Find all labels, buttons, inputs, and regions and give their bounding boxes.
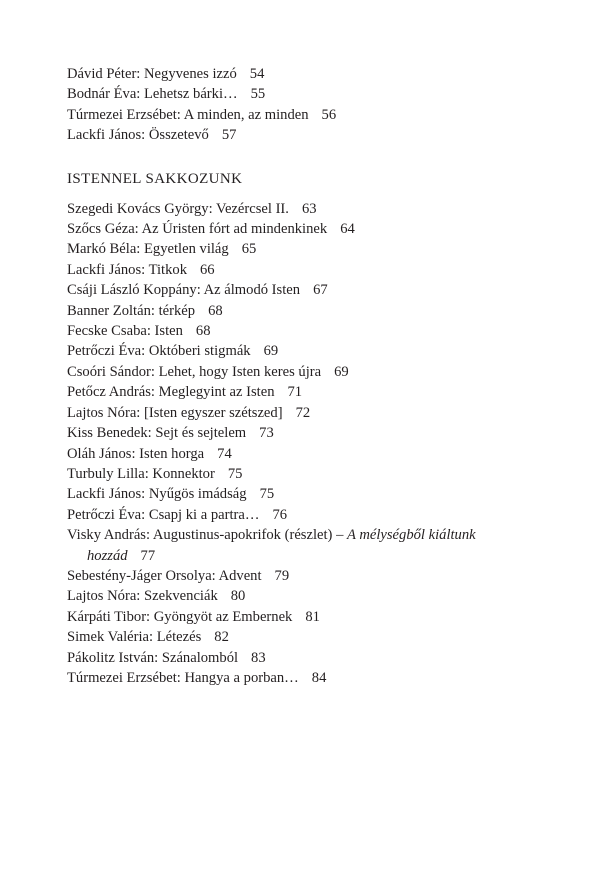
toc-page-number: 82 [214, 629, 229, 646]
toc-entry-title: Lackfi János: Nyűgös imádság [67, 486, 247, 503]
toc-entry [67, 84, 567, 104]
toc-entry-title: Kiss Benedek: Sejt és sejtelem [67, 425, 247, 442]
toc-page-number: 77 [140, 547, 156, 564]
toc-entry-title: Túrmezei Erzsébet: A minden, az minden [67, 106, 309, 123]
toc-entry-title: Petrőczi Éva: Csapj ki a partra… [67, 506, 260, 523]
toc-entry [67, 260, 567, 280]
toc-page-number: 80 [230, 588, 246, 605]
toc-page-number: 84 [311, 669, 327, 686]
toc-entry [67, 219, 567, 239]
toc-entry-title: Simek Valéria: Létezés [67, 629, 202, 646]
toc-page-number: 74 [217, 445, 232, 462]
toc-entry-title: Kárpáti Tibor: Gyöngyöt az Embernek [67, 608, 293, 625]
toc-entry-title: Petrőczi Éva: Októberi stigmák [67, 343, 251, 360]
toc-page-number: 54 [249, 66, 265, 82]
toc-entry-title: Lackfi János: Titkok [67, 261, 187, 278]
toc-entry [67, 239, 567, 259]
toc-group-1 [67, 64, 567, 146]
toc-entry [67, 403, 567, 423]
toc-entry-title: Oláh János: Isten horga [67, 445, 205, 462]
toc-entry [67, 505, 567, 525]
toc-entry [67, 199, 567, 219]
table-of-contents [67, 64, 567, 688]
toc-entry [67, 586, 567, 606]
toc-page-number: 79 [274, 567, 290, 584]
toc-entry-title: Lajtos Nóra: [Isten egyszer szétszed] [67, 404, 283, 421]
toc-page-number: 71 [287, 384, 303, 401]
toc-page-number: 68 [195, 323, 211, 340]
toc-entry [67, 607, 567, 627]
toc-entry [67, 280, 567, 300]
toc-entry [67, 125, 567, 145]
toc-entry-title: Túrmezei Erzsébet: Hangya a porban… [67, 669, 299, 686]
toc-entry [67, 648, 567, 668]
toc-entry-title: Fecske Csaba: Isten [67, 323, 183, 340]
toc-page-number: 83 [251, 649, 266, 666]
toc-entry-title: Szegedi Kovács György: Vezércsel II. [67, 200, 289, 217]
toc-entry-title: Sebestény-Jáger Orsolya: Advent [67, 567, 262, 584]
section-heading: ISTENNEL SAKKOZUNK [67, 170, 243, 187]
toc-entry [67, 105, 567, 125]
toc-group-2 [67, 199, 567, 566]
toc-entry [67, 362, 567, 382]
toc-page-number: 67 [313, 282, 328, 299]
toc-page-number: 73 [259, 425, 274, 442]
toc-entry [67, 382, 567, 402]
toc-page-number: 76 [272, 506, 288, 523]
toc-page-number: 81 [305, 608, 320, 625]
toc-page-number: 55 [250, 86, 266, 103]
toc-entry-title: Szőcs Géza: Az Úristen fórt ad mindenkinek [67, 221, 328, 238]
toc-entry [67, 423, 567, 443]
toc-entry-title: Lackfi János: Összetevő [67, 127, 209, 144]
toc-page-number: 68 [208, 302, 223, 319]
toc-entry [67, 627, 567, 647]
toc-entry [67, 444, 567, 464]
toc-entry-title: Banner Zoltán: térkép [67, 302, 196, 319]
toc-entry-title: Lajtos Nóra: Szekvenciák [67, 588, 218, 605]
toc-entry-title: Csoóri Sándor: Lehet, hogy Isten keres újra [67, 363, 322, 380]
toc-page-number: 64 [340, 221, 355, 238]
toc-entry [67, 566, 567, 586]
toc-entry-title: Csáji László Koppány: Az álmodó Isten [67, 282, 301, 299]
toc-entry-title: Petőcz András: Meglegyint az Isten [67, 384, 275, 401]
toc-entry-wrapped [67, 525, 527, 566]
toc-entry-title: Bodnár Éva: Lehetsz bárki… [67, 86, 238, 103]
toc-entry-title: Dávid Péter: Negyvenes izzó [67, 66, 237, 82]
toc-group-3 [67, 566, 567, 688]
toc-entry [67, 464, 567, 484]
toc-page-number: 56 [321, 106, 337, 123]
toc-page-number: 63 [301, 200, 317, 217]
toc-entry [67, 668, 567, 688]
toc-entry-title: Visky András: Augustinus-apokrifok (részlet) – [67, 527, 348, 544]
toc-entry-title: Pákolitz István: Szánalomból [67, 649, 239, 666]
toc-page-number: 69 [334, 363, 349, 380]
toc-entry [67, 341, 567, 361]
toc-page-number: 75 [227, 465, 243, 482]
toc-entry [67, 301, 567, 321]
toc-page-number: 69 [263, 343, 279, 360]
toc-entry [67, 321, 567, 341]
toc-page-number: 66 [200, 261, 215, 278]
toc-page-number: 75 [259, 486, 275, 503]
toc-entry [67, 484, 567, 504]
toc-entry-title: Turbuly Lilla: Konnektor [67, 465, 215, 482]
toc-entry-italic-title: A mélységből kiáltunk hozzád [87, 527, 476, 564]
toc-page-number: 57 [221, 127, 237, 144]
toc-entry-title: Markó Béla: Egyetlen világ [67, 241, 229, 258]
toc-entry [67, 64, 567, 84]
toc-page-number: 65 [241, 241, 257, 258]
toc-page-number: 72 [295, 404, 311, 421]
